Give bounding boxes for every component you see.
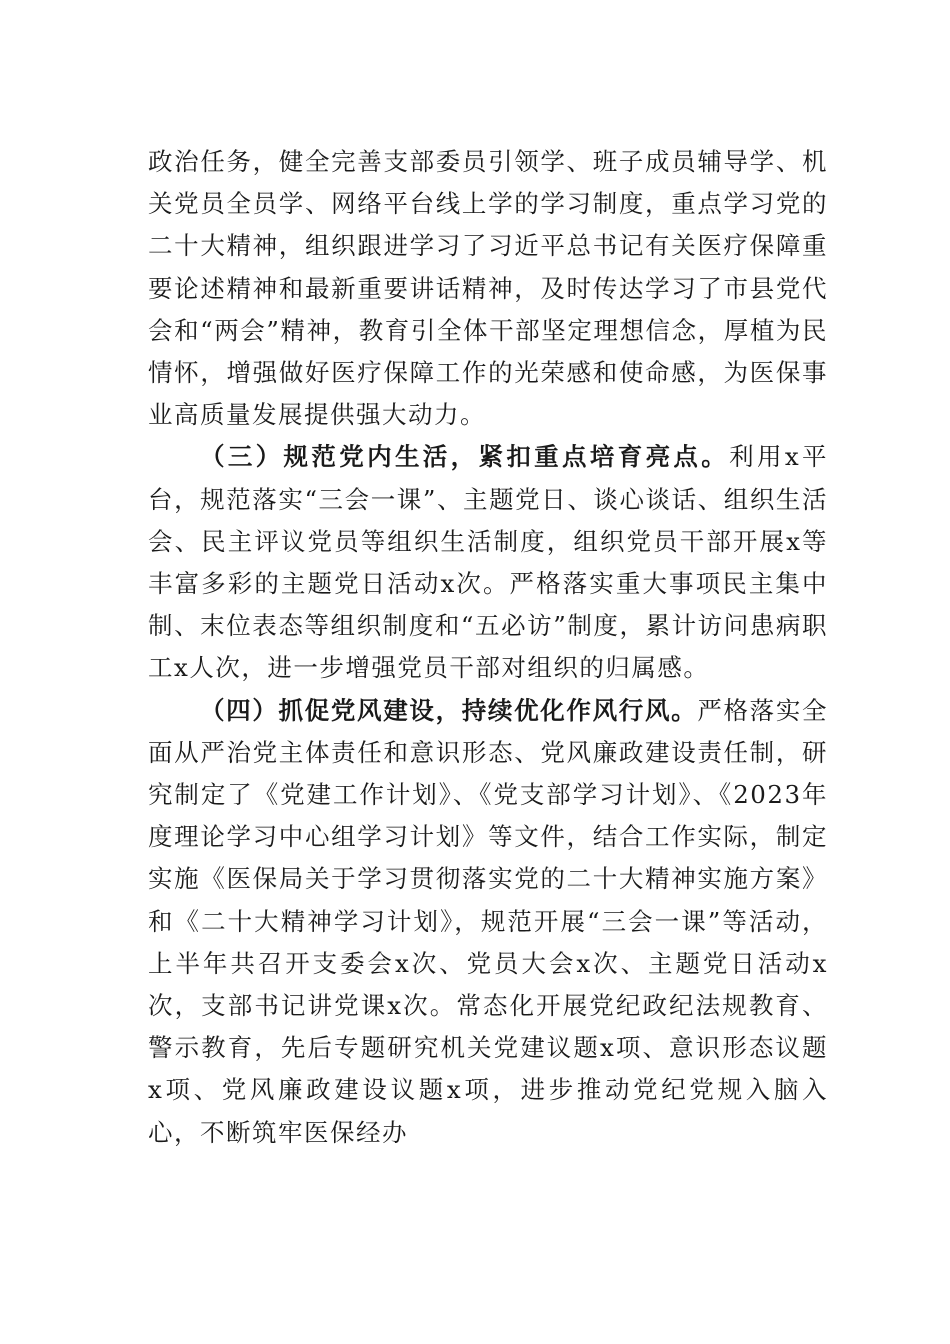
paragraph-body: 政治任务，健全完善支部委员引领学、班子成员辅导学、机关党员全员学、网络平台线上学的学习制度，重点学习党的二十大精神，组织跟进学习了习近平总书记有关医疗保障重要论述精神和最新重要讲话精神，及时传达学习了市县党代会和“两会”精神，教育引全体干部坚定理想信念，厚植为民情怀，增强做好医疗保障工作的光荣感和使命感，为医保事业高质量发展提供强大动力。 xyxy=(148,147,828,430)
paragraph-continuation xyxy=(148,141,828,436)
paragraph-body: 严格落实全面从严治党主体责任和意识形态、党风廉政建设责任制，研究制定了《党建工作计划》、《党支部学习计划》、《2023年度理论学习中心组学习计划》等文件，结合工作实际，制定实施《医保局关于学习贯彻落实党的二十大精神实施方案》和《二十大精神学习计划》，规范开展“三会一课”等活动，上半年共召开支委会x次、党员大会x次、主题党日活动x次，支部书记讲党课x次。常态化开展党纪政纪法规教育、警示教育，先后专题研究机关党建议题x项、意识形态议题x项、党风廉政建设议题x项，进步推动党纪党规入脑入心，不断筑牢医保经办 xyxy=(148,695,829,1147)
paragraph-section-3 xyxy=(148,436,828,689)
section-heading: （四）抓促党风建设，持续优化作风行风。 xyxy=(200,695,698,725)
paragraph-section-4 xyxy=(148,690,828,1154)
section-heading: （三）规范党内生活，紧扣重点培育亮点。 xyxy=(200,442,730,472)
document-body xyxy=(148,141,828,1154)
paragraph-body: 利用x平台，规范落实“三会一课”、主题党日、谈心谈话、组织生活会、民主评议党员等组织生活制度，组织党员干部开展x等丰富多彩的主题党日活动x次。严格落实重大事项民主集中制、末位表态等组织制度和“五必访”制度，累计访问患病职工x人次，进一步增强党员干部对组织的归属感。 xyxy=(148,442,828,683)
